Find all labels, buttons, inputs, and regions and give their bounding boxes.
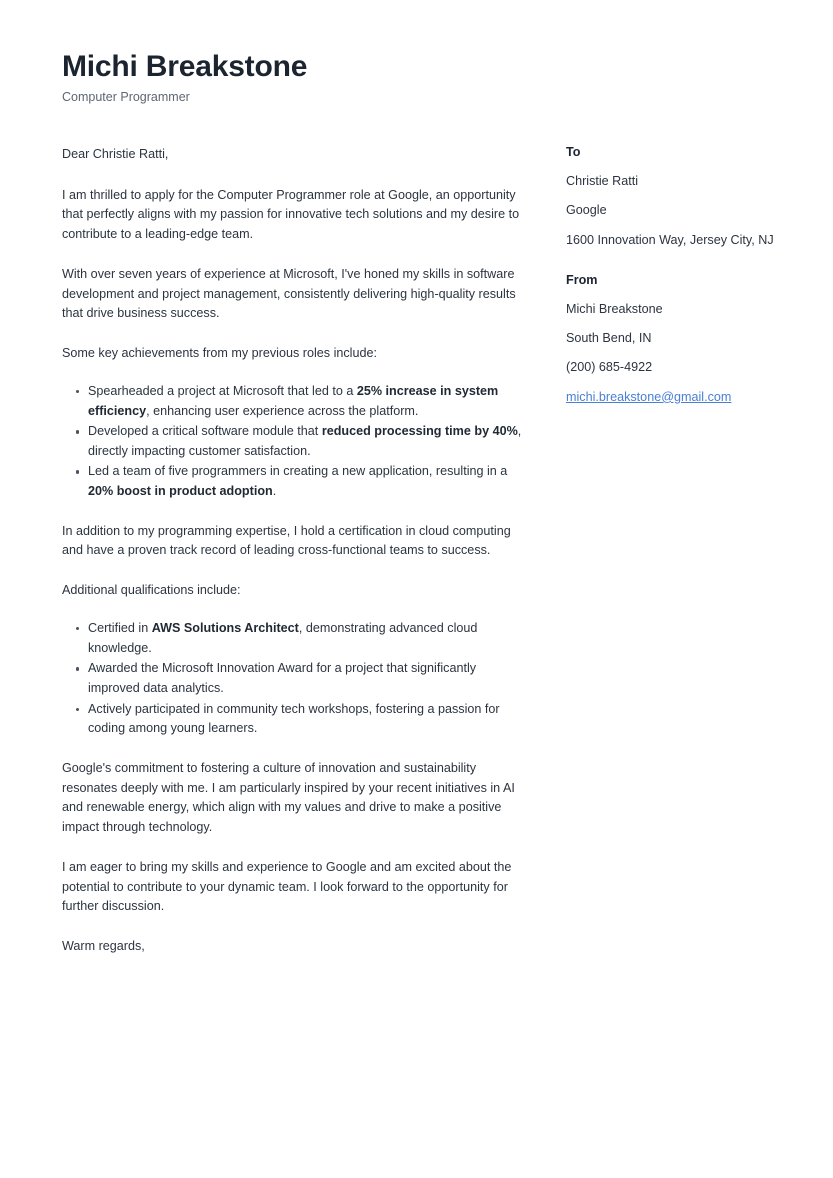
to-heading: To xyxy=(566,145,581,159)
bullet-text-pre: Spearheaded a project at Microsoft that led to a xyxy=(88,383,357,398)
list-item xyxy=(62,659,522,698)
achievements-list xyxy=(62,382,522,502)
recipient-company: Google xyxy=(566,203,607,218)
letter-header xyxy=(62,50,762,105)
bullet-text-emphasis: 25% increase in system efficiency xyxy=(88,383,499,418)
to-block xyxy=(566,145,781,249)
letter-body xyxy=(62,145,522,957)
recipient-name: Christie Ratti xyxy=(566,174,639,189)
sender-name: Michi Breakstone xyxy=(566,301,663,316)
bullet-text-emphasis: reduced processing time by 40% xyxy=(321,424,518,439)
paragraph-intro: I am thrilled to apply for the Computer Programmer role at Google, an opportunity that perfectly aligns with my passion for innovative tech solutions and my desire to contribute to a leading-edge team. xyxy=(62,187,520,242)
list-item xyxy=(62,619,522,658)
bullet-text-pre: Actively participated in community tech workshops, fostering a passion for coding among young learners. xyxy=(88,701,500,736)
list-item xyxy=(62,382,522,421)
bullet-text-post: , demonstrating advanced cloud knowledge. xyxy=(88,621,478,655)
qualifications-list xyxy=(62,619,522,739)
contact-sidebar xyxy=(566,145,781,430)
bullet-text-post: , enhancing user experience across the platform. xyxy=(146,403,419,418)
sender-location: South Bend, IN xyxy=(566,331,652,346)
bullet-text-pre: Led a team of five programmers in creating a new application, resulting in a xyxy=(88,464,508,479)
qualifications-intro: Additional qualifications include: xyxy=(62,583,241,598)
from-heading: From xyxy=(566,272,598,287)
bullet-text-pre: Developed a critical software module that xyxy=(88,424,322,439)
achievements-intro: Some key achievements from my previous roles include: xyxy=(62,346,377,361)
sender-email-link[interactable]: michi.breakstone@gmail.com xyxy=(566,389,732,404)
bullet-text-pre: Awarded the Microsoft Innovation Award for a project that significantly improved data analytics. xyxy=(88,661,477,695)
paragraph-certification: In addition to my programming expertise, I hold a certification in cloud computing and have a proven track record of leading cross-functional teams to success. xyxy=(62,523,511,558)
paragraph-experience: With over seven years of experience at Microsoft, I've honed my skills in software development and project management, consistently delivering high-quality results that drive business success. xyxy=(62,266,516,321)
bullet-text-post: , directly impacting customer satisfaction. xyxy=(88,424,522,458)
applicant-name: Michi Breakstone xyxy=(62,50,308,83)
list-item xyxy=(62,422,522,461)
sign-off: Warm regards, xyxy=(62,939,145,954)
list-item xyxy=(62,462,522,501)
paragraph-closing: I am eager to bring my skills and experience to Google and am excited about the potential to contribute to your dynamic team. I look forward to the opportunity for further discussion. xyxy=(62,859,512,914)
list-item xyxy=(62,700,522,739)
applicant-job-title: Computer Programmer xyxy=(62,90,190,104)
from-block xyxy=(566,273,781,406)
bullet-text-post: . xyxy=(272,484,277,499)
sender-phone: (200) 685-4922 xyxy=(566,360,653,375)
bullet-text-emphasis: 20% boost in product adoption xyxy=(88,484,273,499)
bullet-text-pre: Certified in xyxy=(88,621,152,636)
paragraph-company-values: Google's commitment to fostering a culture of innovation and sustainability resonates deeply with me. I am particularly inspired by your recent initiatives in AI and renewable energy, which align with my values and drive to make a positive impact through technology. xyxy=(62,760,515,835)
recipient-address: 1600 Innovation Way, Jersey City, NJ xyxy=(566,232,774,247)
bullet-text-emphasis: AWS Solutions Architect xyxy=(151,621,299,636)
salutation: Dear Christie Ratti, xyxy=(62,147,169,161)
